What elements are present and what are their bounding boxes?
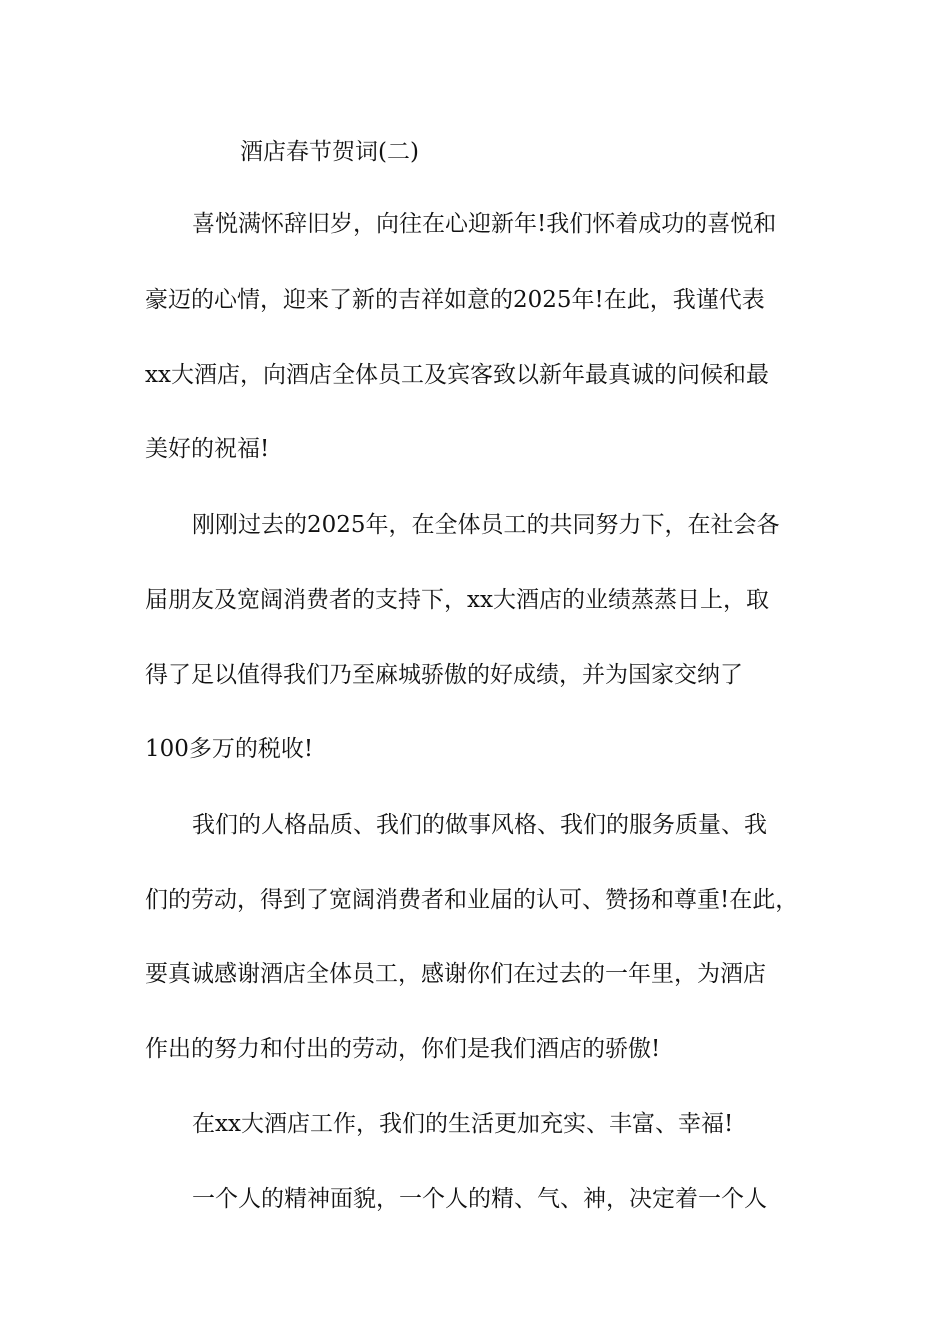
paragraph-line-3: xx大酒店，向酒店全体员工及宾客致以新年最真诚的问候和最 [145, 362, 769, 388]
paragraph-line-12: 作出的努力和付出的劳动，你们是我们酒店的骄傲! [145, 1036, 661, 1062]
paragraph-line-2: 豪迈的心情，迎来了新的吉祥如意的2025年!在此，我谨代表 [145, 287, 765, 313]
paragraph-line-13: 在xx大酒店工作，我们的生活更加充实、丰富、幸福! [192, 1111, 734, 1137]
paragraph-line-7: 得了足以值得我们乃至麻城骄傲的好成绩，并为国家交纳了 [145, 662, 743, 688]
paragraph-line-4: 美好的祝福! [145, 436, 270, 462]
paragraph-line-8: 100多万的税收! [145, 736, 314, 762]
document-title: 酒店春节贺词(二) [240, 139, 419, 165]
paragraph-line-1: 喜悦满怀辞旧岁，向往在心迎新年!我们怀着成功的喜悦和 [192, 211, 777, 237]
paragraph-line-5: 刚刚过去的2025年，在全体员工的共同努力下，在社会各 [192, 512, 780, 538]
paragraph-line-6: 届朋友及宽阔消费者的支持下，xx大酒店的业绩蒸蒸日上，取 [145, 587, 769, 613]
paragraph-line-11: 要真诚感谢酒店全体员工，感谢你们在过去的一年里，为酒店 [145, 961, 766, 987]
paragraph-line-14: 一个人的精神面貌，一个人的精、气、神，决定着一个人 [192, 1186, 767, 1212]
paragraph-line-10: 们的劳动，得到了宽阔消费者和业届的认可、赞扬和尊重!在此， [145, 887, 799, 913]
paragraph-line-9: 我们的人格品质、我们的做事风格、我们的服务质量、我 [192, 812, 767, 838]
